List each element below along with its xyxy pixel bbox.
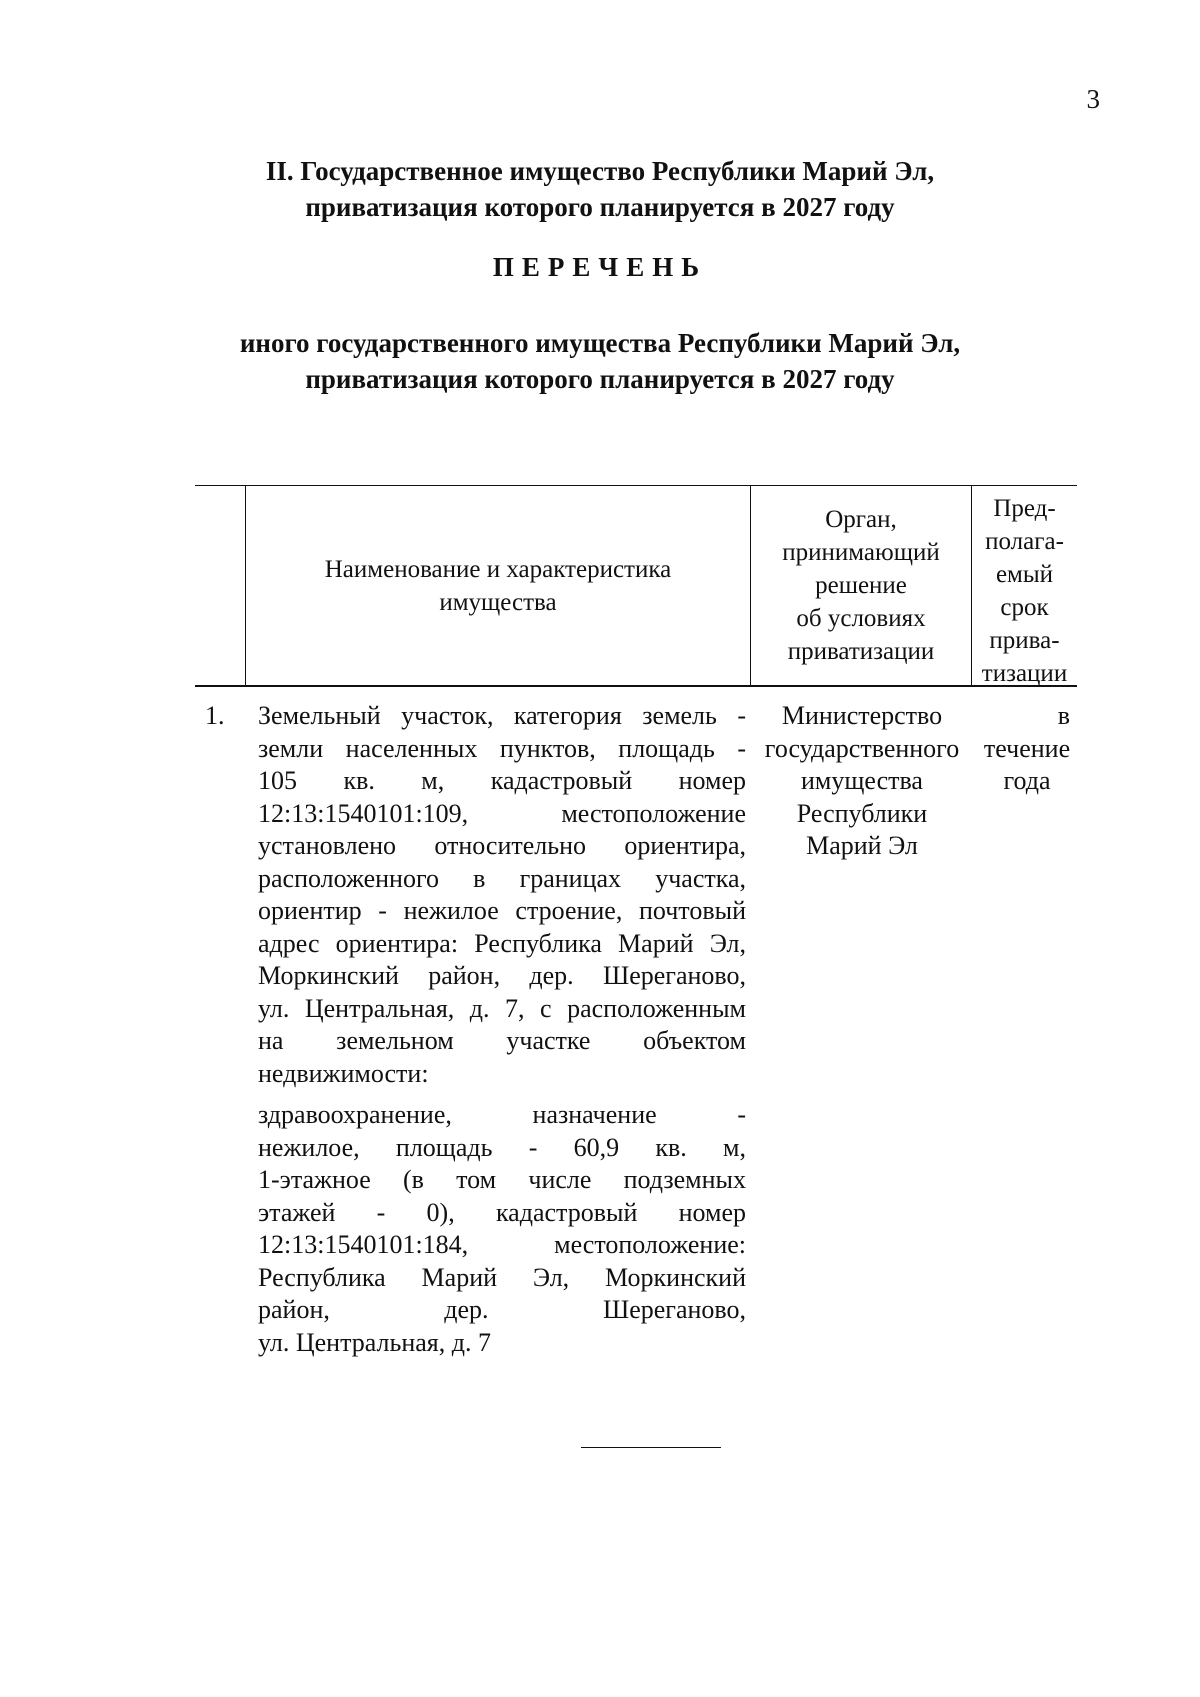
header-organ-line: об условиях <box>796 605 926 632</box>
header-name-line: Наименование и характеристика <box>324 555 672 583</box>
section-title <box>200 153 1000 225</box>
privatization-term-line: года <box>1003 766 1051 795</box>
description-line: ул. Центральная, д. 7, с расположенным <box>258 993 746 1023</box>
description-line: земли населенных пунктов, площадь - <box>258 733 746 763</box>
header-term-line: Пред- <box>993 495 1056 522</box>
header-organ-cell <box>751 486 972 685</box>
description-line: этажей - 0), кадастровый номер <box>258 1197 746 1227</box>
header-organ-line: Орган, <box>825 506 897 533</box>
description-line: район, дер. Шереганово, <box>258 1295 746 1324</box>
property-description-building <box>258 1099 746 1359</box>
description-line: здравоохранение, назначение - <box>258 1100 746 1129</box>
deciding-organ-line: государственного <box>764 733 960 763</box>
property-description-land <box>258 700 746 1090</box>
header-organ-line: принимающий <box>782 539 940 566</box>
header-name-cell <box>246 486 751 685</box>
description-line: недвижимости: <box>258 1058 429 1088</box>
description-line: 105 кв. м, кадастровый номер <box>258 766 746 795</box>
section-title-line: II. Государственное имущество Республики Марий Эл, <box>265 156 935 186</box>
description-line: 12:13:1540101:109, местоположение <box>258 798 746 828</box>
deciding-organ-line: Министерство <box>781 701 943 730</box>
header-name-line: имущества <box>439 588 557 616</box>
description-line: 1-этажное (в том числе подземных <box>258 1165 746 1194</box>
description-line: ориентир - нежилое строение, почтовый <box>258 896 746 925</box>
description-line: установлено относительно ориентира, <box>258 831 746 860</box>
section-title-line: приватизация которого планируется в 2027 году <box>305 192 895 222</box>
header-term-line: емый <box>995 561 1054 588</box>
description-line: адрес ориентира: Республика Марий Эл, <box>258 928 746 958</box>
description-line: на земельном участке объектом <box>258 1026 746 1055</box>
deciding-organ-line: имущества <box>801 766 923 795</box>
description-line: Моркинский район, дер. Шереганово, <box>258 961 746 990</box>
privatization-term-line: в <box>1057 701 1070 730</box>
deciding-organ <box>752 700 972 863</box>
description-line: 12:13:1540101:184, местоположение: <box>258 1230 746 1259</box>
description-line: Земельный участок, категория земель - <box>258 701 746 730</box>
deciding-organ-line: Марий Эл <box>806 831 918 860</box>
deciding-organ-line: Республики <box>796 798 928 828</box>
row-number: 1. <box>205 701 225 730</box>
description-line: расположенного в границах участка, <box>258 863 746 893</box>
table-header <box>195 485 1077 687</box>
end-divider <box>581 1447 721 1448</box>
header-term-line: тизации <box>981 660 1068 687</box>
privatization-term <box>972 700 1082 798</box>
header-number-cell <box>195 486 246 685</box>
description-line: ул. Центральная, д. 7 <box>258 1327 491 1357</box>
list-heading: ПЕРЕЧЕНЬ <box>492 252 708 282</box>
header-organ-line: приватизации <box>787 638 935 665</box>
header-term-line: прива- <box>989 627 1060 654</box>
page-number: 3 <box>1086 84 1100 114</box>
list-subtitle-line: приватизация которого планируется в 2027 году <box>305 364 895 394</box>
header-term-line: срок <box>1000 594 1049 621</box>
privatization-term-line: течение <box>983 733 1071 763</box>
list-subtitle <box>200 325 1000 397</box>
description-line: Республика Марий Эл, Моркинский <box>258 1262 746 1292</box>
header-term-line: полага- <box>985 528 1064 555</box>
header-organ-line: решение <box>815 572 907 599</box>
list-subtitle-line: иного государственного имущества Республики Марий Эл, <box>239 328 961 358</box>
header-term-cell <box>972 486 1077 685</box>
description-line: нежилое, площадь - 60,9 кв. м, <box>258 1132 746 1162</box>
